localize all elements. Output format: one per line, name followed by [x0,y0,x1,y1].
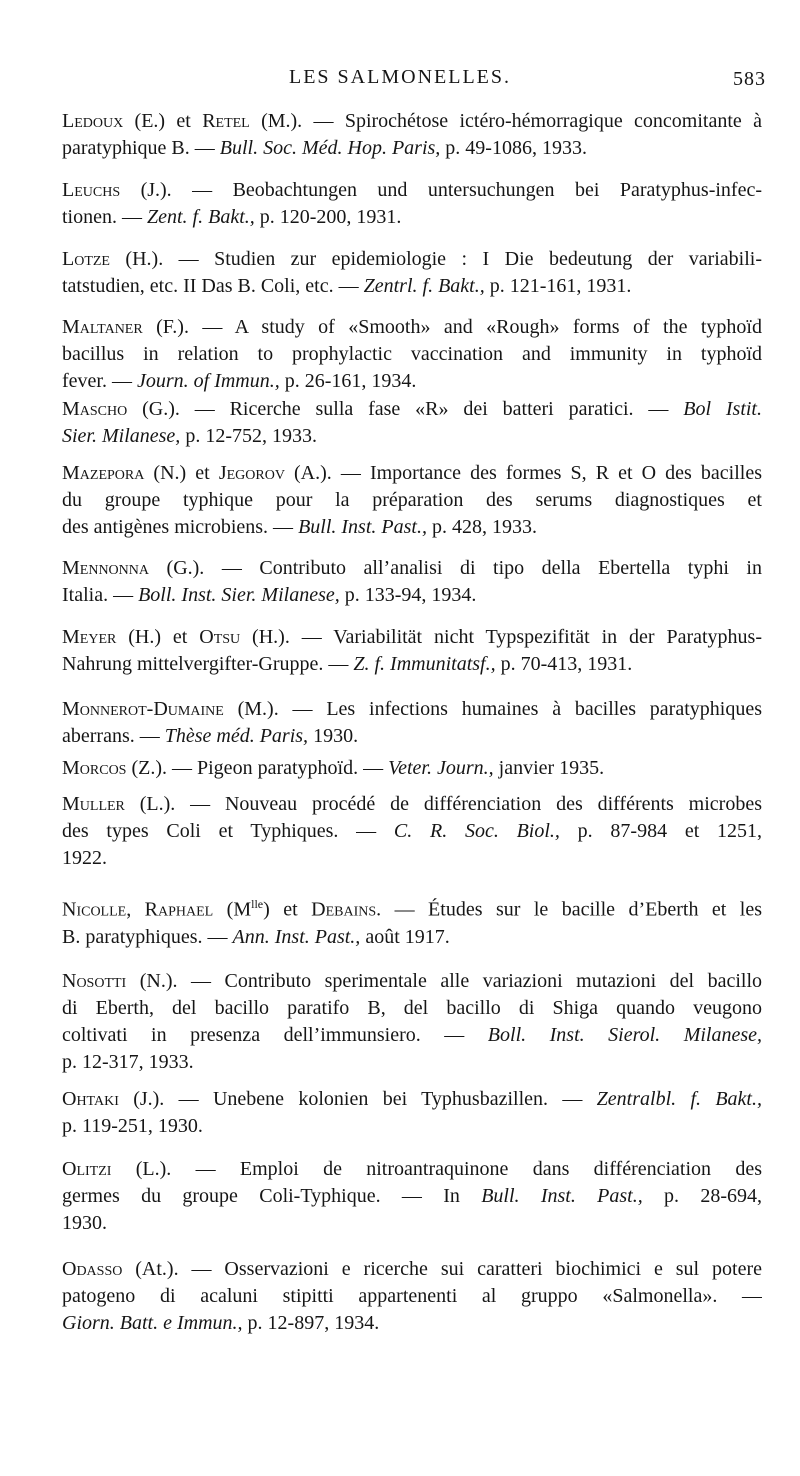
entry-author: Otsu [199,626,241,648]
bibliography-entry [62,755,762,782]
bibliography-entry [62,314,762,395]
running-head [0,60,800,94]
entry-line [62,460,762,487]
entry-text: (A.). — Importance des formes S, R et O des bacilles [284,462,762,484]
entry-author: Morcos [62,757,127,779]
entry-source: Bull. Inst. Past., [298,516,427,538]
entry-line [62,135,762,162]
entry-text: ) et [263,898,312,921]
entry-source: Boll. Inst. Sierol. Milanese, [487,1024,762,1046]
entry-line [62,1086,762,1113]
bibliography-entry [62,696,762,750]
entry-text: germes du groupe Coli-Typhique. — In [62,1185,482,1207]
bibliography-entry [62,624,762,678]
entry-line [62,514,762,541]
entry-line [62,204,762,231]
entry-line [62,396,762,423]
entry-line [62,273,762,300]
entry-text: p. 120-200, 1931. [254,206,402,228]
entry-text: (M [213,898,252,921]
entry-source: Zentrl. f. Bakt., [363,275,485,297]
entry-line [62,995,762,1022]
entry-author: Olitzi [62,1158,112,1180]
entry-source: Bull. Inst. Past., [481,1185,643,1207]
entry-line [62,423,762,450]
entry-source: Ann. Inst. Past., [232,925,361,948]
entry-text: di Eberth, del bacillo paratifo B, del bacillo di Shiga quando veugono [62,997,762,1019]
bibliography-entry [62,460,762,541]
entry-author: Nosotti [62,970,127,992]
entry-source: Boll. Inst. Sier. Milanese, [138,584,340,606]
entry-author: Lotze [62,248,110,270]
entry-line [62,1283,762,1310]
entry-text: 1930. [62,1212,107,1234]
bibliography-entry [62,246,762,300]
entry-line [62,845,762,872]
entry-line [62,341,762,368]
entry-text: des antigènes microbiens. — [62,516,299,538]
entry-source: Z. f. Immunitatsf., [353,653,496,675]
entry-text: p. 26-161, 1934. [279,370,417,392]
entry-text: p. 70-413, 1931. [495,653,633,675]
page-number: 583 [733,68,766,90]
entry-source: Bull. Soc. Méd. Hop. Paris, [219,137,441,159]
entry-text: 1930. [308,725,359,747]
entry-author: Mascho [62,398,128,420]
entry-source: Giorn. Batt. e Immun., [62,1312,243,1334]
entry-text: (E.) et [123,110,203,132]
entry-line [62,368,762,395]
entry-text: . — Études sur le bacille d’Eberth et les [376,898,762,921]
bibliography-entry [62,1156,762,1237]
entry-source: Journ. of Immun., [136,370,280,392]
entry-text: p. 28-694, [642,1185,762,1207]
entry-text: 1922. [62,847,107,869]
entry-text: fever. — [62,370,137,392]
entry-text: (Z.). — Pigeon paratyphoïd. — [126,757,389,779]
entry-text: (G.). — Contributo all’analisi di tipo della Ebertella typhi in [149,557,762,579]
entry-text: (At.). — Osservazioni e ricerche sui caratteri biochimici e sul potere [122,1258,762,1280]
entry-line [62,818,762,845]
entry-author: Ohtaki [62,1088,119,1110]
bibliography-entry [62,396,762,450]
entry-line [62,651,762,678]
entry-text: (J.). — Unebene kolonien bei Typhusbazillen. — [118,1088,597,1110]
entry-line [62,487,762,514]
entry-text: Nahrung mittelvergifter-Gruppe. — [62,653,354,675]
entry-author: Meyer [62,626,117,648]
bibliography-entry [62,177,762,231]
bibliography-entry [62,1086,762,1140]
entry-text: (N.). — Contributo sperimentale alle variazioni mutazioni del bacillo [126,970,762,992]
running-title: LES SALMONELLES. [289,66,511,88]
entry-author: Odasso [62,1258,123,1280]
entry-line [62,891,762,924]
entry-source: Bol Istit. [683,398,762,420]
entry-line [62,968,762,995]
bibliography-entry [62,1256,762,1337]
entry-line [62,755,762,782]
entry-text: (M.). — Les infections humaines à bacilles paratyphiques [223,698,762,720]
entry-text: (L.). — Emploi de nitroantraquinone dans différenciation des [111,1158,762,1180]
entry-line [62,1183,762,1210]
entry-text: p. 119-251, 1930. [62,1115,203,1137]
entry-text: coltivati in presenza dell’immunsiero. — [62,1024,488,1046]
entry-line [62,1113,762,1140]
entry-author: Mennonna [62,557,149,579]
entry-line [62,791,762,818]
entry-text: août 1917. [360,925,450,948]
entry-text: patogeno di acaluni stipitti appartenenti al gruppo «Salmonella». — [62,1285,762,1307]
entry-line [62,582,762,609]
entry-line [62,1210,762,1237]
entry-source: Thèse méd. Paris, [164,725,309,747]
entry-line [62,624,762,651]
entry-author: Retel [202,110,250,132]
entry-source: Sier. Milanese, [62,425,181,447]
entry-line [62,696,762,723]
entry-line [62,246,762,273]
bibliography-entry [62,555,762,609]
bibliography-entry [62,891,762,951]
entry-text: p. 121-161, 1931. [484,275,632,297]
entry-text: (G.). — Ricerche sulla fase «R» dei batteri paratici. — [127,398,684,420]
entry-text: p. 49-1086, 1933. [440,137,587,159]
entry-text: bacillus in relation to prophylactic vaccination and immunity in typhoïd [62,343,762,365]
entry-line [62,1156,762,1183]
entry-text: janvier 1935. [493,757,605,779]
entry-text: (N.) et [144,462,219,484]
entry-author: Monnerot-Dumaine [62,698,224,720]
entry-author: Muller [62,793,125,815]
bibliography-entry [62,791,762,872]
entry-author: Ledoux [62,110,124,132]
entry-text: du groupe typhique pour la préparation des serums diagnostiques et [62,489,762,511]
entry-text: (F.). — A study of «Smooth» and «Rough» forms of the typhoïd [142,316,762,338]
entry-author: Jegorov [218,462,285,484]
entry-text: paratyphique B. — [62,137,220,159]
entry-text: (L.). — Nouveau procédé de différenciation des différents microbes [124,793,762,815]
entry-source: C. R. Soc. Biol., [393,820,560,842]
entry-line [62,723,762,750]
entry-text: (H.). — Variabilität nicht Typspezifität in der Paratyphus- [240,626,762,648]
entry-text: p. 428, 1933. [426,516,537,538]
entry-text: tatstudien, etc. II Das B. Coli, etc. — [62,275,364,297]
entry-source: Veter. Journ., [388,757,494,779]
entry-author: Nicolle, Raphael [62,898,214,921]
bibliography-entry [62,968,762,1076]
entry-line [62,108,762,135]
entry-text: (J.). — Beobachtungen und untersuchungen bei Paratyphus-infec- [120,179,762,201]
entry-line [62,1256,762,1283]
entry-text: p. 87-984 et 1251, [559,820,762,842]
entry-superscript: lle [251,897,264,911]
entry-line [62,1049,762,1076]
entry-author: Mazepora [62,462,145,484]
entry-text: aberrans. — [62,725,165,747]
entry-text: (H.). — Studien zur epidemiologie : I Die bedeutung der variabili- [109,248,762,270]
entry-author: Leuchs [62,179,121,201]
entry-text: Italia. — [62,584,139,606]
entry-line [62,555,762,582]
entry-author: Maltaner [62,316,143,338]
entry-text: p. 12-752, 1933. [180,425,317,447]
entry-line [62,177,762,204]
entry-text: des types Coli et Typhiques. — [62,820,394,842]
entry-text: (H.) et [116,626,200,648]
entry-author: Debains [311,898,377,921]
entry-text: tionen. — [62,206,147,228]
entry-text: B. paratyphiques. — [62,925,233,948]
entry-source: Zentralbl. f. Bakt., [596,1088,762,1110]
bibliography-entry [62,108,762,162]
entry-line [62,1022,762,1049]
entry-line [62,924,762,951]
entry-text: p. 12-897, 1934. [242,1312,380,1334]
entry-source: Zent. f. Bakt., [147,206,255,228]
entry-text: p. 12-317, 1933. [62,1051,194,1073]
entry-line [62,1310,762,1337]
entry-text: (M.). — Spirochétose ictéro-hémorragique concomitante à [249,110,762,132]
entry-text: p. 133-94, 1934. [339,584,477,606]
entry-line [62,314,762,341]
